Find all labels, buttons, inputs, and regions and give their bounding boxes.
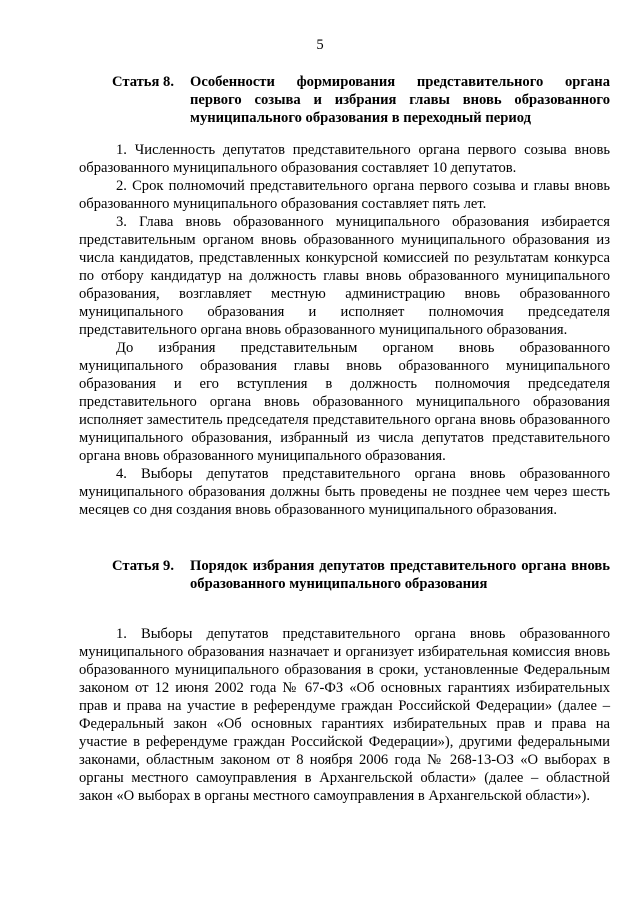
article-9-body: [79, 625, 610, 805]
article-9-label: Статья 9.: [112, 558, 174, 574]
article-8-heading: [112, 73, 610, 127]
article-8-title: Особенности формирования представительного органа первого созыва и избрания главы вновь образованного муниципального образования в переходный период: [190, 74, 610, 126]
article-8-paragraph-2: 2. Срок полномочий представительного органа первого созыва и главы вновь образованного муниципального образования составляет пять лет.: [79, 178, 610, 212]
article-8-paragraph-3: 3. Глава вновь образованного муниципального образования избирается представительным органом вновь образованного муниципального образования из числа кандидатов, представленных конкурсной комиссией по результатам конкурса по отбору кандидатур на должность главы вновь образованного муниципального образования, возглавляет местную администрацию вновь образованного муниципального образования и исполняет полномочия председателя представительного органа вновь образованного муниципального образования.: [79, 214, 610, 338]
page-number: 5: [316, 37, 324, 53]
article-8-paragraph-4: До избрания представительным органом вновь образованного муниципального образования главы вновь образованного муниципального образования и его вступления в должность полномочия председателя представительного органа вновь образованного муниципального образования исполняет заместитель председателя представительного органа вновь образованного муниципального образования, избранный из числа депутатов представительного органа вновь образованного муниципального образования.: [79, 340, 610, 464]
article-8-body: [79, 141, 610, 519]
article-8-paragraph-1: 1. Численность депутатов представительного органа первого созыва вновь образованного муниципального образования составляет 10 депутатов.: [79, 142, 610, 176]
article-8-paragraph-5: 4. Выборы депутатов представительного органа вновь образованного муниципального образования должны быть проведены не позднее чем через шесть месяцев со дня создания вновь образованного муниципального образования.: [79, 466, 610, 518]
article-9-paragraph-1: 1. Выборы депутатов представительного органа вновь образованного муниципального образования назначает и организует избирательная комиссия вновь образованного муниципального образования в сроки, установленные Федеральным законом от 12 июня 2002 года № 67-ФЗ «Об основных гарантиях избирательных прав и права на участие в референдуме граждан Российской Федерации» (далее – Федеральный закон «Об основных гарантиях избирательных прав и права на участие в референдуме граждан Российской Федерации»), другими федеральными законами, областным законом от 8 ноября 2006 года № 268-13-ОЗ «О выборах в органы местного самоуправления в Архангельской области» (далее – областной закон «О выборах в органы местного самоуправления в Архангельской области»).: [79, 626, 610, 804]
article-9-heading: [112, 557, 610, 593]
article-8-label: Статья 8.: [112, 74, 174, 90]
article-9-title: Порядок избрания депутатов представительного органа вновь образованного муниципального образования: [190, 558, 610, 592]
